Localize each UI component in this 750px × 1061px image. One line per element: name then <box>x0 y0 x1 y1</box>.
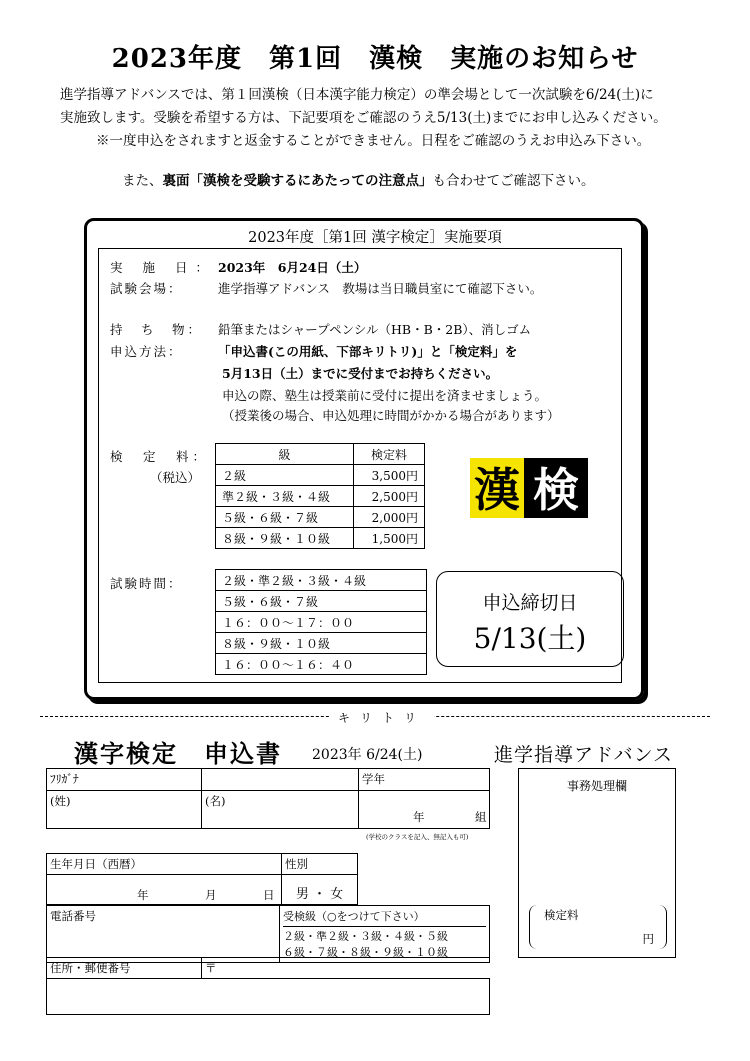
exam-grade-label: 受検級（○をつけて下さい） <box>283 910 425 923</box>
time-row: ８級・９級・１０級 <box>216 633 427 654</box>
phone-label: 電話番号 <box>50 909 96 923</box>
fee-label: 検 定 料： <box>110 449 210 464</box>
exam-grade-options-2[interactable]: ６級・７級・８級・９級・１０級 <box>283 946 448 959</box>
office-yen-label: 円 <box>642 932 654 946</box>
venue-value: 進学指導アドバンス 教場は当日職員室にて確認下さい。 <box>218 281 543 296</box>
office-use-box <box>518 768 676 958</box>
grade-label: 学年 <box>359 769 490 791</box>
fee-amount: 1,500円 <box>354 528 425 549</box>
fee-grade: 準２級・３級・４級 <box>216 486 354 507</box>
intro-line-4 <box>122 170 750 193</box>
form-date: 2023年 6/24(土) <box>312 747 423 763</box>
fee-amount: 2,500円 <box>354 486 425 507</box>
form-school: 進学指導アドバンス <box>494 744 674 766</box>
deadline-label: 申込締切日 <box>482 592 578 614</box>
intro-note: ※一度申込をされますと返金することができません。日程をご確認のうえお申込み下さい。 <box>96 133 651 149</box>
method-line-2: 5月13日（土）までに受付までお持ちください。 <box>222 366 499 381</box>
furigana-field[interactable] <box>202 769 359 791</box>
given-name-field[interactable] <box>202 791 359 829</box>
form-title: 漢字検定 申込書 <box>74 739 282 768</box>
fee-grade: ８級・９級・１０級 <box>216 528 354 549</box>
time-table <box>215 569 427 675</box>
grade-field[interactable] <box>359 791 490 829</box>
kanken-logo-char-1: 漢 <box>474 463 520 517</box>
time-row: １６：００～１６：４０ <box>216 654 427 675</box>
method-line-3: 申込の際、塾生は授業前に受付に提出を済ませましょう。 <box>222 388 548 403</box>
exam-grade-options-1[interactable]: ２級・準２級・３級・４級・５級 <box>283 926 486 944</box>
form-table-address <box>46 957 490 1015</box>
method-label: 申込方法： <box>110 344 183 359</box>
method-line-1: 「申込書(この用紙、下部キリトリ)」と「検定料」を <box>218 344 518 359</box>
fee-amount: 3,500円 <box>354 465 425 486</box>
exam-grade-field[interactable] <box>280 906 490 963</box>
time-row: １６：００～１７：００ <box>216 612 427 633</box>
fee-grade: ５級・６級・７級 <box>216 507 354 528</box>
time-label: 試験時間： <box>110 576 183 591</box>
date-value: 2023年 6月24日（土） <box>218 260 367 275</box>
time-row: ２級・準２級・３級・４級 <box>216 570 427 591</box>
fee-head-fee: 検定料 <box>354 444 425 465</box>
surname-field[interactable] <box>47 791 202 829</box>
fee-tax-note: （税込） <box>150 470 201 485</box>
deadline-box <box>436 571 624 667</box>
cut-label: キリトリ <box>330 709 434 726</box>
year-label: 年 <box>413 810 425 824</box>
given-name-label: (名) <box>205 794 226 808</box>
phone-field[interactable] <box>47 906 280 963</box>
fee-head-grade: 級 <box>216 444 354 465</box>
page-title: 2023年度 第1回 漢検 実施のお知らせ <box>111 44 639 74</box>
fee-grade: ２級 <box>216 465 354 486</box>
items-label: 持 ち 物： <box>110 322 204 337</box>
birth-month-label: 月 <box>205 888 217 902</box>
address-field[interactable] <box>47 979 490 1015</box>
outline-title: 2023年度［第1回 漢字検定］実施要項 <box>248 230 502 246</box>
intro-line-4-pre: また、 <box>122 173 163 189</box>
class-note: (学校のクラスを記入、無記入も可) <box>366 833 469 841</box>
class-label: 組 <box>475 810 487 824</box>
form-table-birth <box>46 853 358 905</box>
gender-field[interactable]: 男 ・ 女 <box>282 875 358 905</box>
birth-field[interactable] <box>47 875 282 905</box>
form-table-contact <box>46 905 490 963</box>
kanken-logo-char-2: 検 <box>533 463 579 517</box>
intro-line-1: 進学指導アドバンスでは、第１回漢検（日本漢字能力検定）の準会場として一次試験を6/24(土)に <box>60 87 654 103</box>
address-label: 住所・郵便番号 <box>47 958 202 979</box>
surname-label: (姓) <box>50 794 71 808</box>
postal-mark: 〒 <box>202 958 490 979</box>
intro-line-2: 実施致します。受験を希望する方は、下記要項をご確認のうえ5/13(土)までにお申し込みください。 <box>60 110 667 126</box>
time-row: ５級・６級・７級 <box>216 591 427 612</box>
gender-label: 性別 <box>282 854 358 875</box>
kanken-logo <box>470 458 588 518</box>
method-line-4: （授業後の場合、申込処理に時間がかかる場合があります） <box>222 408 560 423</box>
fee-amount: 2,000円 <box>354 507 425 528</box>
date-label: 実 施 日： <box>110 260 216 275</box>
deadline-value: 5/13(土) <box>473 622 587 655</box>
fee-table <box>215 443 425 549</box>
intro-line-4-bold: 裏面「漢検を受験するにあたっての注意点」 <box>162 173 433 189</box>
office-fee-bracket <box>529 905 667 949</box>
venue-label: 試験会場： <box>110 281 183 296</box>
furigana-label: ﾌﾘｶﾞﾅ <box>47 769 202 791</box>
birth-label: 生年月日（西暦） <box>47 854 282 875</box>
birth-year-label: 年 <box>137 888 149 902</box>
intro-line-4-post: も合わせてご確認下さい。 <box>432 173 595 189</box>
birth-day-label: 日 <box>263 888 275 902</box>
form-table-name <box>46 768 490 829</box>
office-use-title: 事務処理欄 <box>566 779 627 793</box>
office-fee-label: 検定料 <box>544 908 579 922</box>
items-value: 鉛筆またはシャープペンシル（HB・B・2B）、消しゴム <box>218 322 532 337</box>
